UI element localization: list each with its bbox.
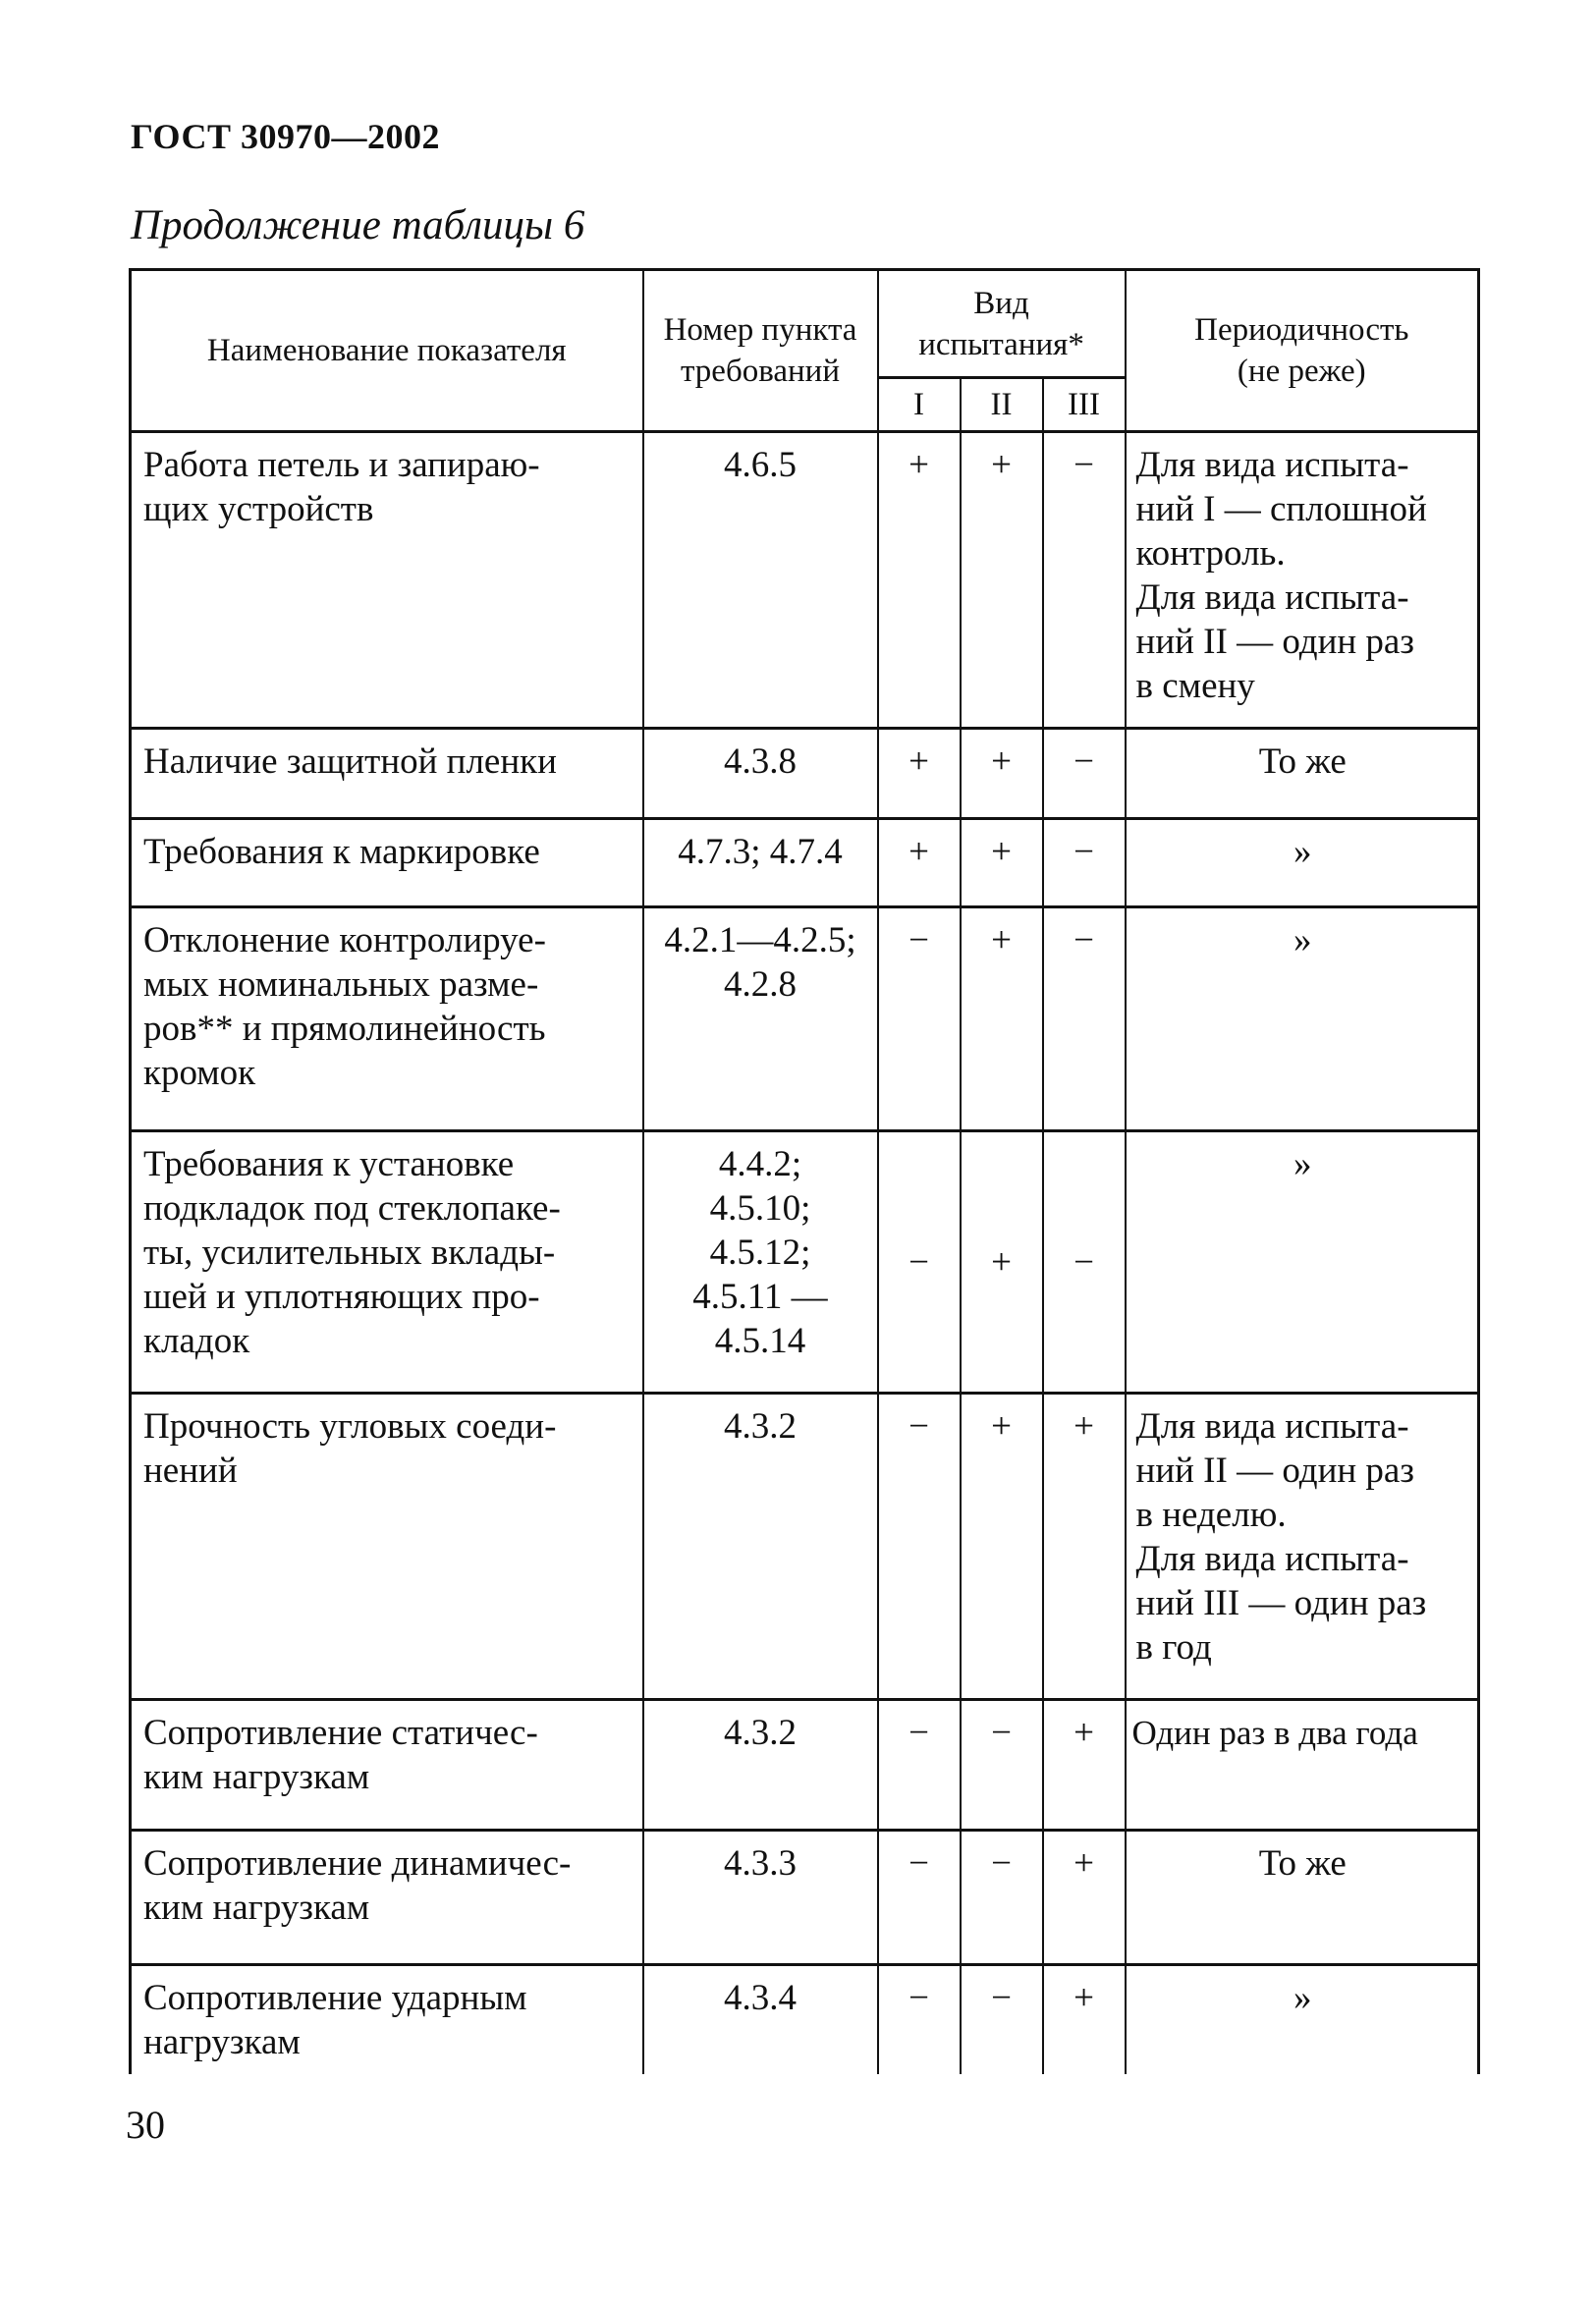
requirement-clause: 4.3.3: [643, 1831, 878, 1965]
requirement-clause: 4.6.5: [643, 432, 878, 729]
test-ii-mark: +: [961, 819, 1043, 907]
indicator-name: Сопротивление динамичес- ким нагрузкам: [131, 1831, 643, 1965]
test-ii-mark: +: [961, 729, 1043, 819]
table-row: [131, 1131, 1479, 1394]
test-i-mark: −: [878, 1831, 961, 1965]
test-i-mark: +: [878, 729, 961, 819]
requirement-clause: 4.3.4: [643, 1965, 878, 2075]
requirement-clause: 4.2.1—4.2.5; 4.2.8: [643, 907, 878, 1131]
header-indicator-name: Наименование показателя: [131, 270, 643, 432]
test-iii-mark: −: [1043, 907, 1126, 1131]
indicator-name: Сопротивление ударным нагрузкам: [131, 1965, 643, 2075]
table-row: [131, 432, 1479, 729]
test-ii-mark: −: [961, 1965, 1043, 2075]
test-ii-mark: +: [961, 1131, 1043, 1394]
test-ii-mark: +: [961, 1394, 1043, 1700]
table-row: [131, 1700, 1479, 1831]
table-caption: Продолжение таблицы 6: [131, 202, 585, 248]
requirement-clause: 4.4.2; 4.5.10; 4.5.12; 4.5.11 — 4.5.14: [643, 1131, 878, 1394]
test-iii-mark: +: [1043, 1394, 1126, 1700]
test-ii-mark: −: [961, 1831, 1043, 1965]
requirement-clause: 4.3.2: [643, 1394, 878, 1700]
requirement-clause: 4.3.8: [643, 729, 878, 819]
header-periodicity: Периодичность (не реже): [1126, 270, 1479, 432]
periodicity: Один раз в два года: [1126, 1700, 1479, 1831]
test-i-mark: −: [878, 1965, 961, 2075]
periodicity: То же: [1126, 1831, 1479, 1965]
indicator-name: Прочность угловых соеди- нений: [131, 1394, 643, 1700]
test-iii-mark: −: [1043, 1131, 1126, 1394]
indicator-name: Отклонение контролируе- мых номинальных разме- ров** и прямолинейность кромок: [131, 907, 643, 1131]
header-requirement-clause: Номер пункта требований: [643, 270, 878, 432]
periodicity: »: [1126, 907, 1479, 1131]
test-i-mark: −: [878, 1394, 961, 1700]
test-iii-mark: +: [1043, 1831, 1126, 1965]
periodicity: Для вида испыта- ний I — сплошной контроль. Для вида испыта- ний II — один раз в смену: [1126, 432, 1479, 729]
test-ii-mark: +: [961, 907, 1043, 1131]
table-row: [131, 1394, 1479, 1700]
periodicity: »: [1126, 819, 1479, 907]
test-i-mark: −: [878, 1700, 961, 1831]
table-row: [131, 819, 1479, 907]
test-i-mark: +: [878, 432, 961, 729]
test-iii-mark: −: [1043, 729, 1126, 819]
table-row: [131, 1965, 1479, 2075]
periodicity: »: [1126, 1965, 1479, 2075]
test-i-mark: −: [878, 907, 961, 1131]
requirements-table: [129, 268, 1480, 2074]
table-row: [131, 729, 1479, 819]
table-row: [131, 1831, 1479, 1965]
page-number: 30: [126, 2103, 165, 2147]
periodicity: Для вида испыта- ний II — один раз в неделю. Для вида испыта- ний III — один раз в год: [1126, 1394, 1479, 1700]
header-test-ii: II: [961, 378, 1043, 432]
test-iii-mark: +: [1043, 1965, 1126, 2075]
indicator-name: Требования к установке подкладок под стеклопаке- ты, усилительных вклады- шей и уплотняющих про- кладок: [131, 1131, 643, 1394]
header-test-iii: III: [1043, 378, 1126, 432]
indicator-name: Наличие защитной пленки: [131, 729, 643, 819]
test-ii-mark: +: [961, 432, 1043, 729]
requirement-clause: 4.3.2: [643, 1700, 878, 1831]
document-code-header: ГОСТ 30970—2002: [131, 117, 440, 156]
test-iii-mark: −: [1043, 819, 1126, 907]
test-i-mark: +: [878, 819, 961, 907]
test-i-mark: −: [878, 1131, 961, 1394]
header-test-type: Вид испытания*: [878, 270, 1126, 378]
test-iii-mark: +: [1043, 1700, 1126, 1831]
table-row: [131, 907, 1479, 1131]
periodicity: »: [1126, 1131, 1479, 1394]
header-test-i: I: [878, 378, 961, 432]
indicator-name: Сопротивление статичес- ким нагрузкам: [131, 1700, 643, 1831]
test-ii-mark: −: [961, 1700, 1043, 1831]
requirement-clause: 4.7.3; 4.7.4: [643, 819, 878, 907]
indicator-name: Работа петель и запираю- щих устройств: [131, 432, 643, 729]
test-iii-mark: −: [1043, 432, 1126, 729]
periodicity: То же: [1126, 729, 1479, 819]
indicator-name: Требования к маркировке: [131, 819, 643, 907]
